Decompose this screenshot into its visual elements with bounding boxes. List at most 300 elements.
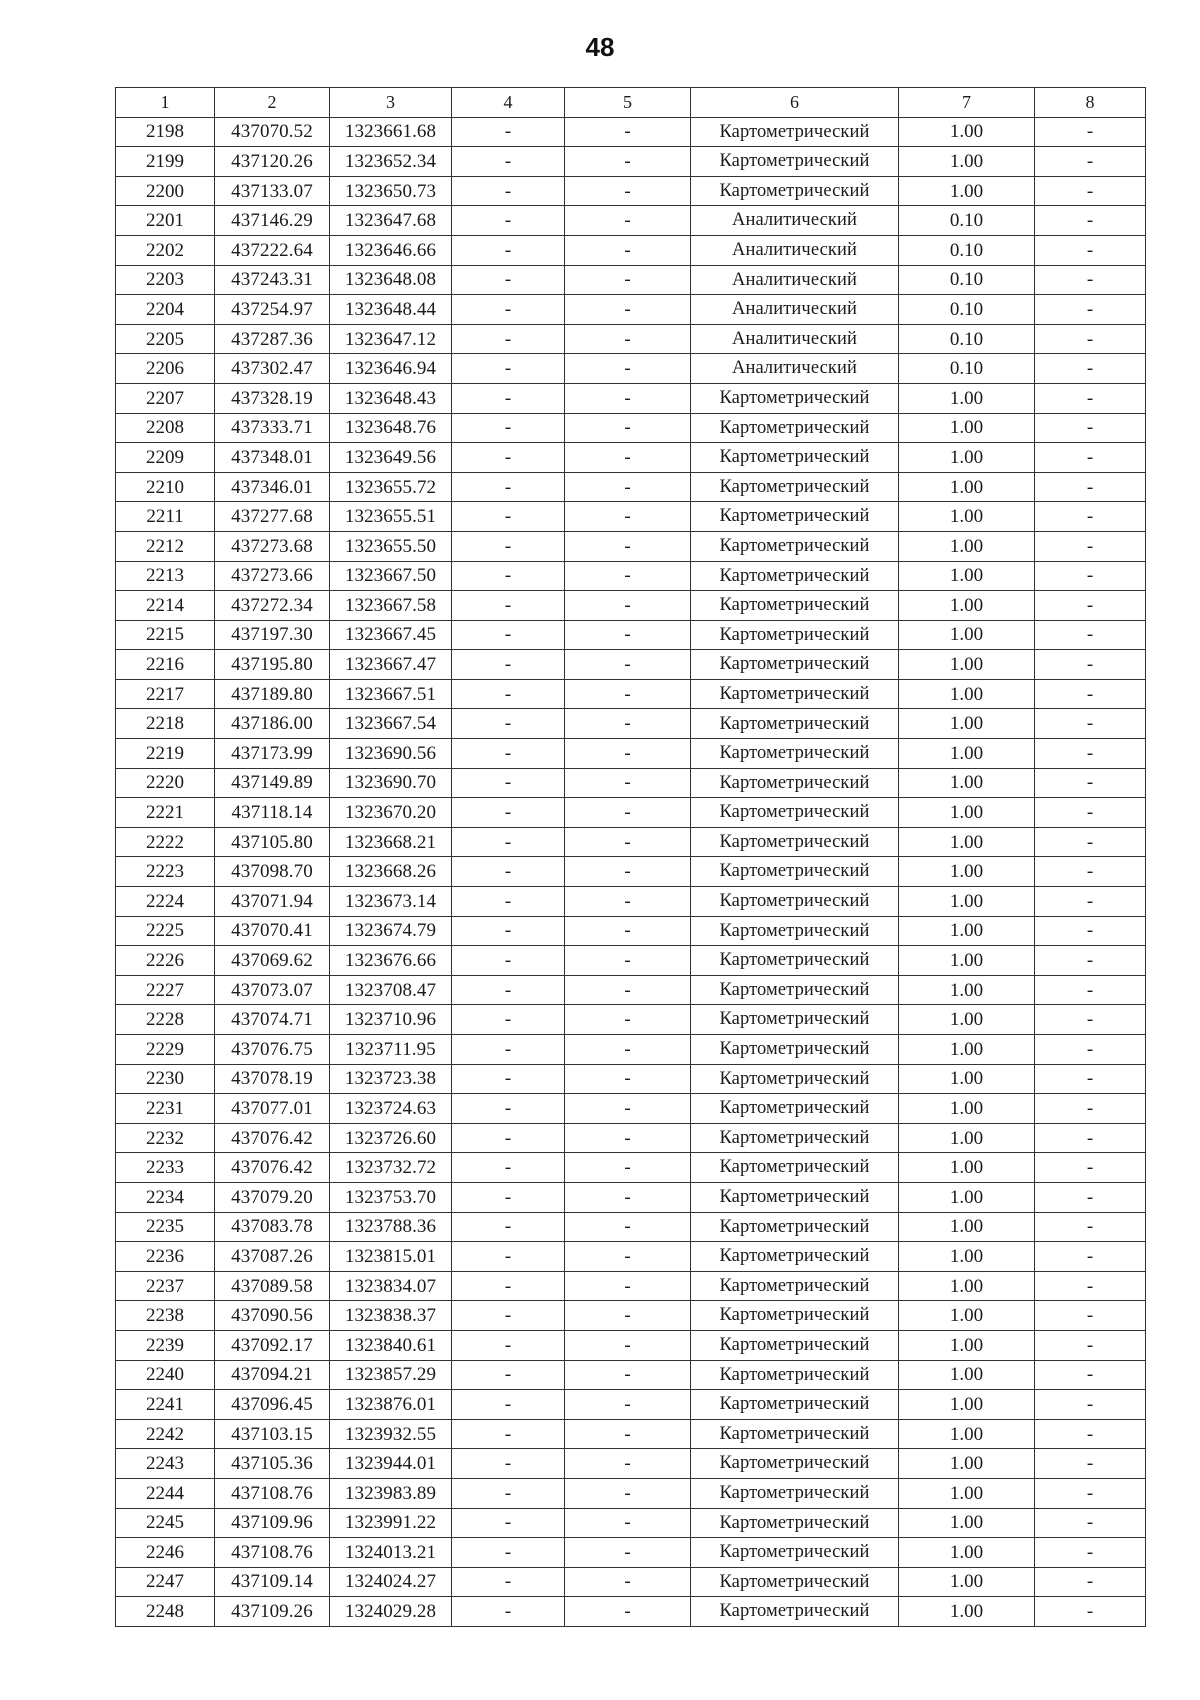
cell-col-4: - [452,235,565,265]
table-row [116,1508,1146,1538]
cell-point-number: 2208 [116,413,215,443]
cell-y-coordinate: 1323834.07 [330,1271,452,1301]
cell-col-5: - [565,591,691,621]
cell-col-8: - [1035,265,1146,295]
cell-point-number: 2220 [116,768,215,798]
cell-col-5: - [565,1005,691,1035]
table-row [116,1301,1146,1331]
cell-accuracy: 1.00 [899,679,1035,709]
table-row [116,413,1146,443]
cell-col-4: - [452,591,565,621]
cell-method: Картометрический [691,739,899,769]
cell-method: Картометрический [691,1478,899,1508]
table-row [116,502,1146,532]
table-row [116,1567,1146,1597]
cell-col-5: - [565,739,691,769]
cell-x-coordinate: 437069.62 [215,946,330,976]
table-row [116,798,1146,828]
cell-col-8: - [1035,147,1146,177]
cell-x-coordinate: 437189.80 [215,679,330,709]
cell-col-8: - [1035,1567,1146,1597]
cell-x-coordinate: 437109.14 [215,1567,330,1597]
cell-method: Картометрический [691,827,899,857]
table-row [116,561,1146,591]
table-row [116,295,1146,325]
header-cell-col-5: 5 [565,88,691,118]
cell-col-4: - [452,1419,565,1449]
cell-accuracy: 1.00 [899,502,1035,532]
cell-method: Аналитический [691,206,899,236]
cell-point-number: 2248 [116,1597,215,1627]
cell-y-coordinate: 1323932.55 [330,1419,452,1449]
cell-col-8: - [1035,383,1146,413]
cell-point-number: 2199 [116,147,215,177]
cell-col-5: - [565,1419,691,1449]
table-row [116,1064,1146,1094]
cell-col-8: - [1035,679,1146,709]
cell-y-coordinate: 1323724.63 [330,1094,452,1124]
cell-point-number: 2203 [116,265,215,295]
cell-accuracy: 1.00 [899,1360,1035,1390]
cell-y-coordinate: 1324013.21 [330,1538,452,1568]
cell-col-4: - [452,1449,565,1479]
cell-col-5: - [565,946,691,976]
cell-point-number: 2215 [116,620,215,650]
cell-point-number: 2227 [116,975,215,1005]
cell-method: Картометрический [691,1508,899,1538]
cell-col-5: - [565,265,691,295]
cell-col-8: - [1035,295,1146,325]
table-row [116,709,1146,739]
cell-col-8: - [1035,1005,1146,1035]
cell-col-4: - [452,324,565,354]
cell-col-5: - [565,531,691,561]
cell-point-number: 2221 [116,798,215,828]
cell-col-4: - [452,1153,565,1183]
cell-col-8: - [1035,739,1146,769]
cell-point-number: 2235 [116,1212,215,1242]
cell-accuracy: 1.00 [899,176,1035,206]
table-row [116,1597,1146,1627]
cell-y-coordinate: 1323711.95 [330,1035,452,1065]
cell-col-8: - [1035,354,1146,384]
cell-method: Картометрический [691,1538,899,1568]
cell-y-coordinate: 1323655.51 [330,502,452,532]
cell-y-coordinate: 1323648.08 [330,265,452,295]
cell-accuracy: 1.00 [899,916,1035,946]
cell-accuracy: 1.00 [899,975,1035,1005]
cell-point-number: 2226 [116,946,215,976]
cell-x-coordinate: 437197.30 [215,620,330,650]
cell-col-4: - [452,1478,565,1508]
cell-point-number: 2204 [116,295,215,325]
cell-point-number: 2200 [116,176,215,206]
cell-point-number: 2246 [116,1538,215,1568]
cell-x-coordinate: 437108.76 [215,1538,330,1568]
cell-method: Картометрический [691,946,899,976]
cell-accuracy: 0.10 [899,324,1035,354]
header-row [116,88,1146,118]
cell-col-8: - [1035,1301,1146,1331]
table-row [116,1123,1146,1153]
cell-col-4: - [452,472,565,502]
cell-y-coordinate: 1323991.22 [330,1508,452,1538]
cell-y-coordinate: 1323983.89 [330,1478,452,1508]
cell-y-coordinate: 1323647.68 [330,206,452,236]
cell-accuracy: 1.00 [899,1478,1035,1508]
cell-point-number: 2229 [116,1035,215,1065]
header-cell-accuracy: 7 [899,88,1035,118]
cell-point-number: 2222 [116,827,215,857]
table-row [116,679,1146,709]
cell-col-4: - [452,1538,565,1568]
cell-col-4: - [452,1508,565,1538]
cell-col-5: - [565,383,691,413]
cell-accuracy: 0.10 [899,295,1035,325]
cell-y-coordinate: 1323667.51 [330,679,452,709]
cell-col-8: - [1035,1182,1146,1212]
cell-x-coordinate: 437074.71 [215,1005,330,1035]
cell-x-coordinate: 437273.68 [215,531,330,561]
cell-y-coordinate: 1323788.36 [330,1212,452,1242]
cell-x-coordinate: 437079.20 [215,1182,330,1212]
cell-col-8: - [1035,1330,1146,1360]
cell-accuracy: 1.00 [899,857,1035,887]
cell-col-4: - [452,265,565,295]
cell-y-coordinate: 1324024.27 [330,1567,452,1597]
table-row [116,1449,1146,1479]
cell-x-coordinate: 437092.17 [215,1330,330,1360]
cell-accuracy: 1.00 [899,827,1035,857]
cell-method: Картометрический [691,1390,899,1420]
cell-y-coordinate: 1323944.01 [330,1449,452,1479]
cell-y-coordinate: 1323674.79 [330,916,452,946]
cell-point-number: 2213 [116,561,215,591]
table-row [116,739,1146,769]
cell-col-8: - [1035,1390,1146,1420]
cell-accuracy: 1.00 [899,1301,1035,1331]
cell-method: Картометрический [691,502,899,532]
cell-y-coordinate: 1323649.56 [330,443,452,473]
cell-y-coordinate: 1323646.94 [330,354,452,384]
cell-point-number: 2219 [116,739,215,769]
table-row [116,650,1146,680]
cell-col-4: - [452,1301,565,1331]
table-row [116,1330,1146,1360]
table-row [116,1035,1146,1065]
cell-point-number: 2205 [116,324,215,354]
cell-col-5: - [565,443,691,473]
cell-point-number: 2198 [116,117,215,147]
cell-method: Картометрический [691,1360,899,1390]
cell-x-coordinate: 437146.29 [215,206,330,236]
table-row [116,1419,1146,1449]
cell-col-4: - [452,1212,565,1242]
cell-col-5: - [565,324,691,354]
cell-method: Аналитический [691,265,899,295]
table-row [116,1390,1146,1420]
cell-x-coordinate: 437243.31 [215,265,330,295]
cell-col-4: - [452,620,565,650]
cell-col-8: - [1035,324,1146,354]
cell-x-coordinate: 437186.00 [215,709,330,739]
cell-x-coordinate: 437083.78 [215,1212,330,1242]
cell-x-coordinate: 437077.01 [215,1094,330,1124]
cell-col-4: - [452,1123,565,1153]
cell-col-5: - [565,709,691,739]
cell-col-4: - [452,975,565,1005]
cell-point-number: 2225 [116,916,215,946]
table-row [116,1153,1146,1183]
cell-x-coordinate: 437328.19 [215,383,330,413]
header-cell-col-8: 8 [1035,88,1146,118]
cell-col-5: - [565,117,691,147]
cell-col-8: - [1035,1035,1146,1065]
cell-col-5: - [565,1153,691,1183]
cell-x-coordinate: 437277.68 [215,502,330,532]
cell-accuracy: 0.10 [899,265,1035,295]
table-row [116,265,1146,295]
cell-col-4: - [452,443,565,473]
cell-accuracy: 1.00 [899,1064,1035,1094]
cell-col-5: - [565,620,691,650]
cell-x-coordinate: 437076.42 [215,1153,330,1183]
cell-y-coordinate: 1323650.73 [330,176,452,206]
table-row [116,1271,1146,1301]
cell-x-coordinate: 437076.42 [215,1123,330,1153]
cell-point-number: 2217 [116,679,215,709]
cell-col-4: - [452,798,565,828]
cell-accuracy: 0.10 [899,354,1035,384]
cell-accuracy: 1.00 [899,147,1035,177]
cell-point-number: 2218 [116,709,215,739]
cell-col-4: - [452,1330,565,1360]
cell-col-8: - [1035,1360,1146,1390]
table-row [116,531,1146,561]
cell-col-5: - [565,147,691,177]
cell-col-4: - [452,1064,565,1094]
cell-col-8: - [1035,472,1146,502]
cell-col-8: - [1035,650,1146,680]
cell-col-4: - [452,147,565,177]
cell-method: Аналитический [691,295,899,325]
cell-x-coordinate: 437094.21 [215,1360,330,1390]
cell-col-5: - [565,1330,691,1360]
cell-x-coordinate: 437089.58 [215,1271,330,1301]
cell-method: Картометрический [691,1449,899,1479]
cell-col-5: - [565,472,691,502]
cell-col-5: - [565,857,691,887]
cell-col-4: - [452,413,565,443]
cell-x-coordinate: 437222.64 [215,235,330,265]
cell-y-coordinate: 1323655.72 [330,472,452,502]
table-row [116,857,1146,887]
cell-x-coordinate: 437173.99 [215,739,330,769]
table-row [116,620,1146,650]
cell-method: Картометрический [691,768,899,798]
cell-col-5: - [565,1064,691,1094]
cell-method: Картометрический [691,620,899,650]
cell-col-4: - [452,1271,565,1301]
cell-x-coordinate: 437118.14 [215,798,330,828]
cell-col-5: - [565,354,691,384]
cell-point-number: 2241 [116,1390,215,1420]
cell-method: Картометрический [691,561,899,591]
cell-col-8: - [1035,235,1146,265]
cell-col-5: - [565,798,691,828]
cell-y-coordinate: 1323708.47 [330,975,452,1005]
cell-accuracy: 0.10 [899,206,1035,236]
cell-method: Картометрический [691,1182,899,1212]
cell-x-coordinate: 437109.96 [215,1508,330,1538]
coordinates-table [115,87,1146,1627]
table-row [116,147,1146,177]
cell-x-coordinate: 437273.66 [215,561,330,591]
cell-method: Картометрический [691,709,899,739]
cell-accuracy: 1.00 [899,1182,1035,1212]
cell-col-8: - [1035,975,1146,1005]
table-row [116,768,1146,798]
cell-method: Картометрический [691,1094,899,1124]
cell-y-coordinate: 1323726.60 [330,1123,452,1153]
table-body [116,117,1146,1626]
cell-x-coordinate: 437149.89 [215,768,330,798]
header-cell-y-coordinate: 3 [330,88,452,118]
cell-point-number: 2224 [116,887,215,917]
cell-method: Картометрический [691,1597,899,1627]
cell-col-8: - [1035,857,1146,887]
cell-x-coordinate: 437070.52 [215,117,330,147]
cell-y-coordinate: 1323648.43 [330,383,452,413]
cell-y-coordinate: 1323876.01 [330,1390,452,1420]
page-number: 48 [585,32,615,62]
cell-col-8: - [1035,827,1146,857]
cell-col-8: - [1035,1508,1146,1538]
cell-x-coordinate: 437070.41 [215,916,330,946]
table-row [116,887,1146,917]
cell-x-coordinate: 437108.76 [215,1478,330,1508]
cell-col-8: - [1035,1449,1146,1479]
cell-accuracy: 1.00 [899,1035,1035,1065]
cell-col-5: - [565,176,691,206]
table-row [116,975,1146,1005]
cell-y-coordinate: 1323661.68 [330,117,452,147]
cell-col-5: - [565,1301,691,1331]
cell-col-8: - [1035,709,1146,739]
cell-col-4: - [452,1005,565,1035]
cell-col-5: - [565,1567,691,1597]
cell-col-8: - [1035,1597,1146,1627]
table-row [116,1360,1146,1390]
cell-accuracy: 1.00 [899,413,1035,443]
table-row [116,1242,1146,1272]
table-row [116,117,1146,147]
table-row [116,1182,1146,1212]
cell-col-4: - [452,561,565,591]
cell-y-coordinate: 1323655.50 [330,531,452,561]
cell-col-5: - [565,502,691,532]
cell-x-coordinate: 437272.34 [215,591,330,621]
cell-accuracy: 1.00 [899,946,1035,976]
cell-point-number: 2207 [116,383,215,413]
cell-col-8: - [1035,1153,1146,1183]
cell-method: Картометрический [691,1064,899,1094]
cell-accuracy: 1.00 [899,1212,1035,1242]
cell-point-number: 2211 [116,502,215,532]
cell-accuracy: 1.00 [899,1449,1035,1479]
cell-y-coordinate: 1323652.34 [330,147,452,177]
table-row [116,1005,1146,1035]
cell-y-coordinate: 1323670.20 [330,798,452,828]
cell-y-coordinate: 1323667.47 [330,650,452,680]
cell-y-coordinate: 1324029.28 [330,1597,452,1627]
cell-point-number: 2232 [116,1123,215,1153]
table-row [116,354,1146,384]
cell-accuracy: 1.00 [899,1094,1035,1124]
cell-accuracy: 1.00 [899,443,1035,473]
cell-x-coordinate: 437073.07 [215,975,330,1005]
cell-x-coordinate: 437090.56 [215,1301,330,1331]
cell-x-coordinate: 437348.01 [215,443,330,473]
cell-col-5: - [565,206,691,236]
cell-col-5: - [565,887,691,917]
cell-method: Картометрический [691,857,899,887]
cell-col-8: - [1035,117,1146,147]
cell-col-8: - [1035,1538,1146,1568]
cell-method: Картометрический [691,1123,899,1153]
cell-y-coordinate: 1323723.38 [330,1064,452,1094]
cell-method: Картометрический [691,1567,899,1597]
cell-method: Аналитический [691,354,899,384]
cell-col-8: - [1035,887,1146,917]
cell-col-5: - [565,827,691,857]
cell-point-number: 2230 [116,1064,215,1094]
cell-accuracy: 1.00 [899,620,1035,650]
cell-point-number: 2245 [116,1508,215,1538]
cell-col-5: - [565,1390,691,1420]
cell-method: Картометрический [691,1212,899,1242]
cell-point-number: 2209 [116,443,215,473]
cell-method: Картометрический [691,916,899,946]
cell-method: Картометрический [691,887,899,917]
cell-accuracy: 1.00 [899,472,1035,502]
cell-point-number: 2231 [116,1094,215,1124]
cell-method: Картометрический [691,591,899,621]
cell-col-4: - [452,768,565,798]
cell-method: Картометрический [691,413,899,443]
cell-y-coordinate: 1323815.01 [330,1242,452,1272]
table-row [116,916,1146,946]
cell-col-5: - [565,1508,691,1538]
cell-point-number: 2214 [116,591,215,621]
cell-method: Картометрический [691,176,899,206]
cell-y-coordinate: 1323838.37 [330,1301,452,1331]
cell-x-coordinate: 437346.01 [215,472,330,502]
cell-point-number: 2244 [116,1478,215,1508]
cell-x-coordinate: 437105.80 [215,827,330,857]
cell-x-coordinate: 437287.36 [215,324,330,354]
cell-col-5: - [565,235,691,265]
cell-method: Аналитический [691,235,899,265]
cell-col-8: - [1035,1478,1146,1508]
header-cell-col-4: 4 [452,88,565,118]
cell-accuracy: 1.00 [899,798,1035,828]
cell-col-5: - [565,1212,691,1242]
cell-col-8: - [1035,1419,1146,1449]
cell-col-8: - [1035,502,1146,532]
cell-y-coordinate: 1323710.96 [330,1005,452,1035]
cell-point-number: 2240 [116,1360,215,1390]
